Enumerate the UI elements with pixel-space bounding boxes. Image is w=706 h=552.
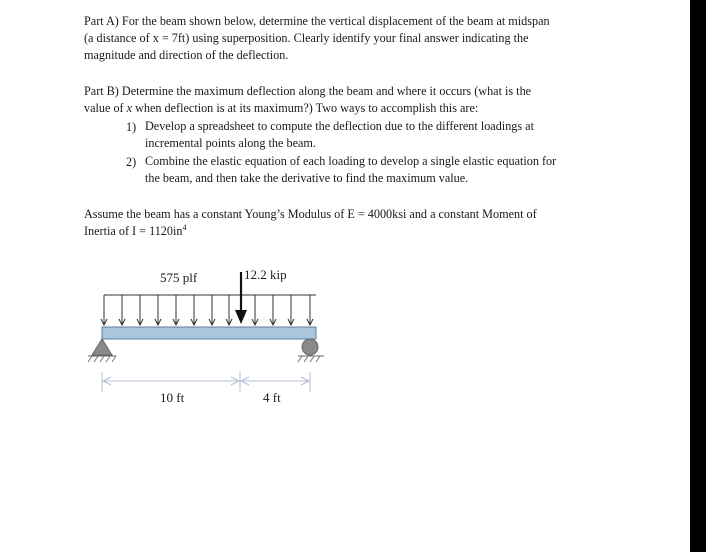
assume-line-2-text: Inertia of I = 1120in bbox=[84, 224, 183, 238]
list-item-1-number: 1) bbox=[126, 120, 137, 134]
exponent: 4 bbox=[182, 222, 187, 232]
part-a-line-3: magnitude and direction of the deflection. bbox=[84, 48, 289, 62]
list-item-2-line-2: the beam, and then take the derivative to find the maximum value. bbox=[145, 171, 469, 185]
variable-x: x bbox=[126, 101, 133, 115]
dimension-lines bbox=[102, 372, 310, 392]
dimension-right-label: 4 ft bbox=[263, 390, 281, 405]
part-a-line-1: Part A) For the beam shown below, determine the vertical displacement of the beam at midspan bbox=[84, 14, 550, 28]
roller-support bbox=[302, 339, 318, 355]
list-item-2-line-1: Combine the elastic equation of each loading to develop a single elastic equation for bbox=[145, 154, 557, 168]
pin-ground-hatch bbox=[88, 356, 116, 362]
list-item-2-number: 2) bbox=[126, 155, 137, 169]
list-item-1-line-2: incremental points along the beam. bbox=[145, 136, 316, 150]
beam bbox=[102, 327, 316, 339]
dimension-left-label: 10 ft bbox=[160, 390, 185, 405]
part-b-line-1: Part B) Determine the maximum deflection along the beam and where it occurs (what is the bbox=[84, 84, 532, 98]
distributed-load-arrows bbox=[101, 295, 313, 325]
point-load-arrowhead bbox=[235, 310, 247, 324]
part-b-line-2-post: when deflection is at its maximum?) Two ways to accomplish this are: bbox=[132, 101, 479, 115]
assume-line-1: Assume the beam has a constant Young’s Modulus of E = 4000ksi and a constant Moment of bbox=[84, 207, 537, 221]
pin-support bbox=[92, 339, 112, 355]
list-item-1-line-1: Develop a spreadsheet to compute the deflection due to the different loadings at bbox=[145, 119, 534, 133]
part-b-line-2-pre: value of bbox=[84, 101, 127, 115]
roller-ground-hatch bbox=[298, 356, 320, 362]
part-a-line-2: (a distance of x = 7ft) using superposition. Clearly identify your final answer indicating the bbox=[84, 31, 529, 45]
point-load-label: 12.2 kip bbox=[244, 267, 287, 282]
distributed-load-label: 575 plf bbox=[160, 270, 198, 285]
